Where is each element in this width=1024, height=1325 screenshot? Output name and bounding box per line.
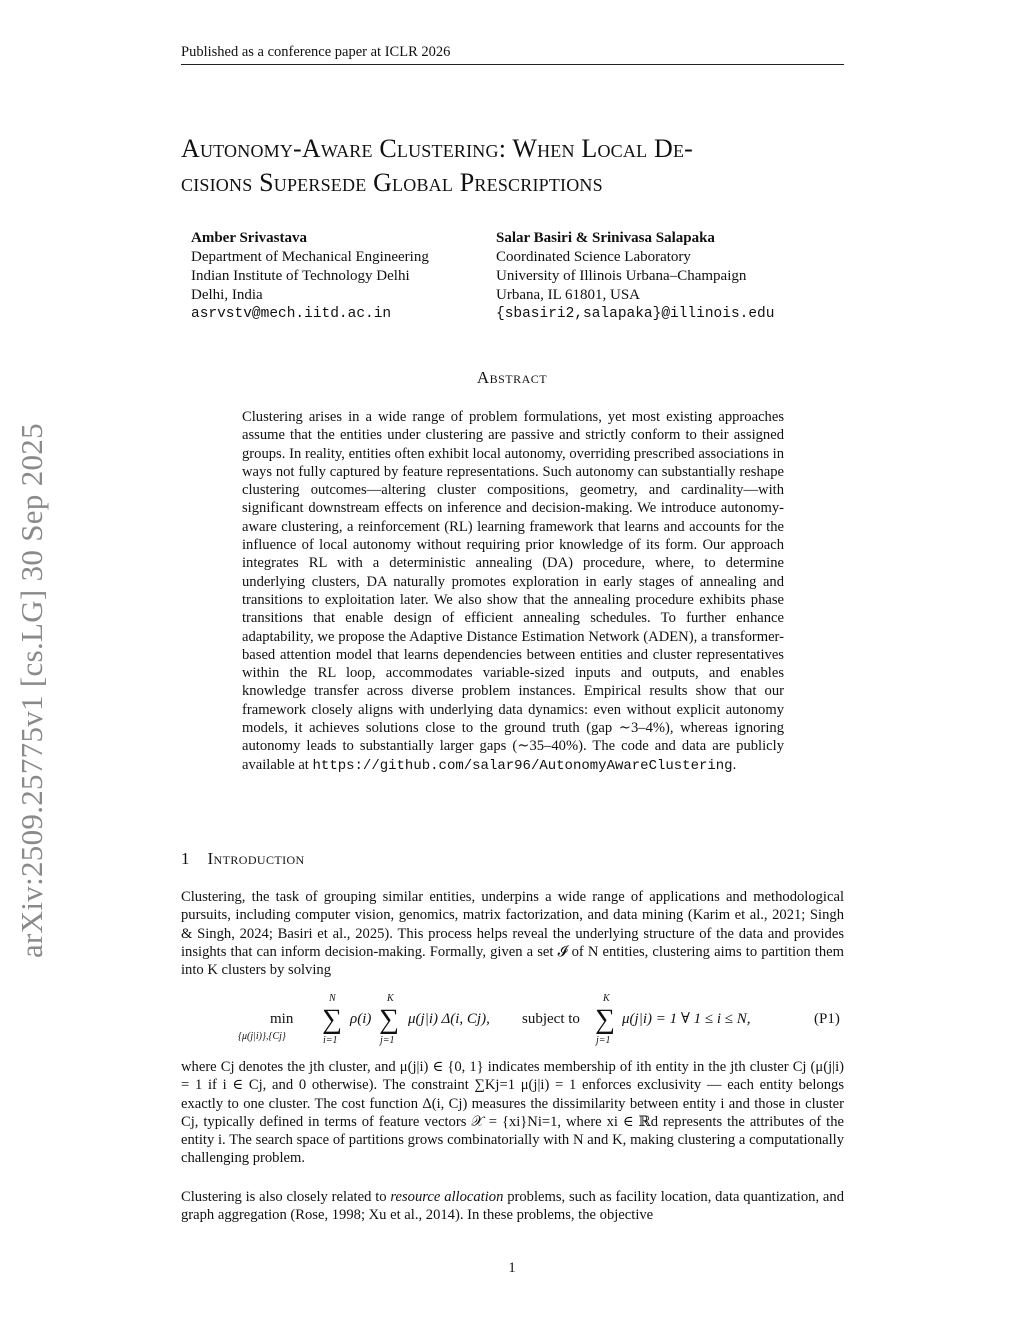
author-block-left — [191, 229, 429, 324]
running-header: Published as a conference paper at ICLR 2026 — [181, 44, 451, 60]
para3-emphasis: resource allocation — [390, 1189, 504, 1205]
author-name: Salar Basiri & Srinivasa Salapaka — [496, 230, 715, 246]
para3-end: problems, such as facility location, data quantization, and graph aggregation (Rose, 1998; Xu et al., 2014). In these problems, the objective — [181, 1189, 844, 1224]
sum3-sigma: ∑ — [595, 1004, 615, 1035]
equation-label: (P1) — [814, 1011, 840, 1027]
arxiv-stamp[interactable]: arXiv:2509.25775v1 [cs.LG] 30 Sep 2025 — [14, 423, 49, 958]
author-dept: Department of Mechanical Engineering — [191, 249, 429, 265]
sum3-upper: K — [603, 993, 610, 1004]
author-location: Urbana, IL 61801, USA — [496, 287, 641, 303]
sum1-upper: N — [329, 993, 336, 1004]
sum2-sigma: ∑ — [379, 1004, 399, 1035]
title-line-1: Autonomy-Aware Clustering: When Local De- — [181, 134, 694, 163]
intro-paragraph-1: Clustering, the task of grouping similar entities, underpins a wide range of applications and methodological pursuits, including computer vision, genomics, matrix factorization, and data mining (Karim et al., 2021; Singh & Singh, 2024; Basiri et al., 2025). This process helps reveal the underlying structure of the data and provides insights that can inform decision-making. Formally, given a set 𝓘 of N entities, clustering aims to partition them into K clusters by solving — [181, 889, 844, 979]
constraint-term: μ(j|i) = 1 ∀ 1 ≤ i ≤ N, — [622, 1011, 751, 1027]
author-dept: Coordinated Science Laboratory — [496, 249, 691, 265]
equation-p1 — [230, 988, 850, 1058]
header-rule — [181, 64, 844, 65]
abstract-body — [242, 408, 784, 775]
section-heading — [181, 849, 305, 869]
delta-term: μ(j|i) Δ(i, Cj), — [408, 1011, 490, 1027]
sum2-upper: K — [387, 993, 394, 1004]
para3-start: Clustering is also closely related to — [181, 1189, 387, 1205]
equation-graphic — [230, 988, 850, 1058]
abstract-end: . — [732, 756, 737, 773]
author-name: Amber Srivastava — [191, 230, 307, 246]
sum3-lower: j=1 — [596, 1035, 611, 1046]
abstract-text: Clustering arises in a wide range of problem formulations, yet most existing approaches assume that the entities under clustering are passive and strictly conform to their assigned groups. In reality, entities often exhibit local autonomy, overriding prescribed associations in ways not fully captured by feature representations. Such autonomy can substantially reshape clustering outcomes—altering cluster compositions, geometry, and cardinality—with significant downstream effects on inference and decision-making. We introduce autonomy-aware clustering, a reinforcement (RL) learning framework that learns and accounts for the influence of local autonomy without requiring prior knowledge of its form. Our approach integrates RL with a deterministic annealing (DA) procedure, where, to determine underlying clusters, DA naturally promotes exploration in early stages of annealing and transitions to exploitation later. We also show that the annealing procedure exhibits phase transitions that enable design of efficient annealing schedules. To further enhance adaptability, we propose the Adaptive Distance Estimation Network (ADEN), a transformer-based attention model that learns dependencies between entities and cluster representatives within the RL loop, accommodates variable-sized inputs and outputs, and enables knowledge transfer across diverse problem instances. Empirical results show that our framework closely aligns with underlying data dynamics: even without explicit autonomy models, it achieves solutions close to the ground truth (gap ∼3–4%), whereas ignoring autonomy leads to substantially larger gaps (∼35–40%). The code and data are publicly available at — [242, 409, 784, 773]
title-line-2: cisions Supersede Global Prescriptions — [181, 168, 603, 197]
intro-paragraph-3 — [181, 1188, 844, 1225]
code-link[interactable]: https://github.com/salar96/AutonomyAwareClustering — [312, 757, 733, 774]
paper-title — [181, 132, 851, 200]
author-institute: University of Illinois Urbana–Champaign — [496, 268, 747, 284]
sum1-sigma: ∑ — [322, 1004, 342, 1035]
author-location: Delhi, India — [191, 287, 263, 303]
author-institute: Indian Institute of Technology Delhi — [191, 268, 410, 284]
rho-term: ρ(i) — [350, 1011, 372, 1027]
abstract-heading: Abstract — [476, 368, 548, 387]
min-subscript: {μ(j|i)},{Cj} — [238, 1031, 286, 1042]
section-number: 1 — [181, 849, 190, 868]
intro-paragraph-2: where Cj denotes the jth cluster, and μ(j|i) ∈ {0, 1} indicates membership of ith entity in the jth cluster Cj (μ(j|i) = 1 if i ∈ Cj, and 0 otherwise). The constraint ∑Kj=1 μ(j|i) = 1 enforces exclusivity — each entity belongs exactly to one cluster. The cost function Δ(i, Cj) measures the dissimilarity between entity i and those in cluster Cj, typically defined in terms of feature vectors 𝒳 = {xi}Ni=1, where xi ∈ ℝd represents the attributes of the entity i. The search space of partitions grows combinatorially with N and K, making clustering a computationally challenging problem. — [181, 1059, 844, 1167]
page-number: 1 — [508, 1260, 516, 1276]
sum2-lower: j=1 — [380, 1035, 395, 1046]
author-email[interactable]: {sbasiri2,salapaka}@illinois.edu — [496, 306, 775, 322]
min-operator: min — [270, 1011, 294, 1027]
subject-to: subject to — [522, 1011, 580, 1027]
sum1-lower: i=1 — [323, 1035, 338, 1046]
author-block-right — [496, 229, 774, 324]
author-email[interactable]: asrvstv@mech.iitd.ac.in — [191, 306, 392, 322]
section-title: Introduction — [207, 849, 305, 868]
